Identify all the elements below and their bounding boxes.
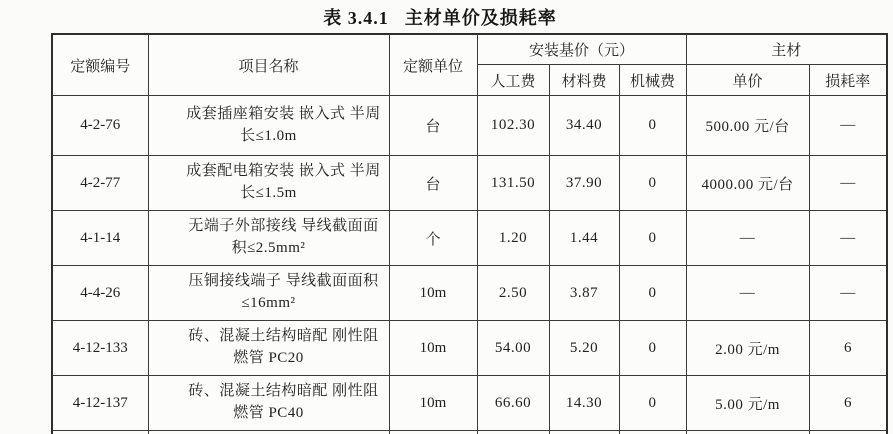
cell-labor-cost: 54.00 bbox=[477, 321, 549, 376]
cell-unit-price: 4000.00 元/台 bbox=[686, 156, 809, 211]
cell-quota-code: 4-12-137 bbox=[52, 376, 148, 431]
header-material-cost: 材料费 bbox=[549, 65, 619, 96]
header-labor-cost: 人工费 bbox=[477, 65, 549, 96]
cell-labor-cost: 131.50 bbox=[477, 156, 549, 211]
cell-item-name: 砖、混凝土结构暗配 刚性阻燃管 PC20 bbox=[148, 321, 389, 376]
cell-unit-price: 5.00 元/m bbox=[686, 376, 809, 431]
cell-machine-cost: 0 bbox=[619, 156, 686, 211]
table-row bbox=[52, 156, 887, 211]
cell-labor-cost: 1.20 bbox=[477, 211, 549, 266]
cell-loss-rate: — bbox=[809, 266, 887, 321]
cost-table bbox=[51, 33, 888, 434]
cell-machine-cost: 0 bbox=[619, 376, 686, 431]
cell-material-cost: 5.20 bbox=[549, 321, 619, 376]
cell-quota-unit: 10m bbox=[389, 321, 477, 376]
cell-item-name: 成套配电箱安装 嵌入式 半周长≤1.5m bbox=[148, 156, 389, 211]
cell-quota-code: 4-2-76 bbox=[52, 96, 148, 156]
table-row bbox=[52, 266, 887, 321]
cell-machine-cost: 0 bbox=[619, 96, 686, 156]
header-unit-price: 单价 bbox=[686, 65, 809, 96]
cell-quota-code: 4-2-77 bbox=[52, 156, 148, 211]
table-title-text: 主材单价及损耗率 bbox=[404, 8, 557, 28]
cell-quota-unit: 台 bbox=[389, 156, 477, 211]
header-install-base-price-group: 安装基价（元） bbox=[477, 34, 686, 65]
table-number: 表 3.4.1 bbox=[323, 8, 389, 28]
cell-unit-price: 500.00 元/台 bbox=[686, 96, 809, 156]
cell-labor-cost: 2.50 bbox=[477, 266, 549, 321]
cell-material-cost: 14.30 bbox=[549, 376, 619, 431]
cell-material-cost: 37.90 bbox=[549, 156, 619, 211]
cell-item-name: 压铜接线端子 导线截面面积≤16mm² bbox=[148, 266, 389, 321]
cell-material-cost: 1.44 bbox=[549, 211, 619, 266]
cell-item-name: 无端子外部接线 导线截面面积≤2.5mm² bbox=[148, 211, 389, 266]
cell-quota-code: 4-1-14 bbox=[52, 211, 148, 266]
cell-item-name: 砖、混凝土结构暗配 刚性阻燃管 PC40 bbox=[148, 376, 389, 431]
cell-unit-price: — bbox=[686, 266, 809, 321]
table-row-clipped bbox=[52, 431, 887, 434]
cell-loss-rate: 6 bbox=[809, 321, 887, 376]
cell-unit-price: — bbox=[686, 211, 809, 266]
cell-item-name: 成套插座箱安装 嵌入式 半周长≤1.0m bbox=[148, 96, 389, 156]
cell-material-cost: 34.40 bbox=[549, 96, 619, 156]
header-loss-rate: 损耗率 bbox=[809, 65, 887, 96]
cell-quota-unit: 个 bbox=[389, 211, 477, 266]
cell-loss-rate: — bbox=[809, 96, 887, 156]
table-row bbox=[52, 376, 887, 431]
header-item-name: 项目名称 bbox=[148, 34, 389, 96]
table-row bbox=[52, 211, 887, 266]
header-main-material-group: 主材 bbox=[686, 34, 887, 65]
cell-quota-code: 4-4-26 bbox=[52, 266, 148, 321]
table-row bbox=[52, 321, 887, 376]
cell-material-cost: 3.87 bbox=[549, 266, 619, 321]
header-machine-cost: 机械费 bbox=[619, 65, 686, 96]
header-quota-code: 定额编号 bbox=[52, 34, 148, 96]
cell-unit-price: 2.00 元/m bbox=[686, 321, 809, 376]
cell-machine-cost: 0 bbox=[619, 321, 686, 376]
cell-quota-code: 4-12-133 bbox=[52, 321, 148, 376]
cell-loss-rate: 6 bbox=[809, 376, 887, 431]
table-title bbox=[0, 4, 880, 30]
table-row bbox=[52, 96, 887, 156]
cell-loss-rate: — bbox=[809, 156, 887, 211]
cell-quota-unit: 10m bbox=[389, 266, 477, 321]
header-quota-unit: 定额单位 bbox=[389, 34, 477, 96]
cell-labor-cost: 102.30 bbox=[477, 96, 549, 156]
cell-quota-unit: 台 bbox=[389, 96, 477, 156]
cell-machine-cost: 0 bbox=[619, 266, 686, 321]
cell-loss-rate: — bbox=[809, 211, 887, 266]
cell-labor-cost: 66.60 bbox=[477, 376, 549, 431]
cell-machine-cost: 0 bbox=[619, 211, 686, 266]
cell-quota-unit: 10m bbox=[389, 376, 477, 431]
